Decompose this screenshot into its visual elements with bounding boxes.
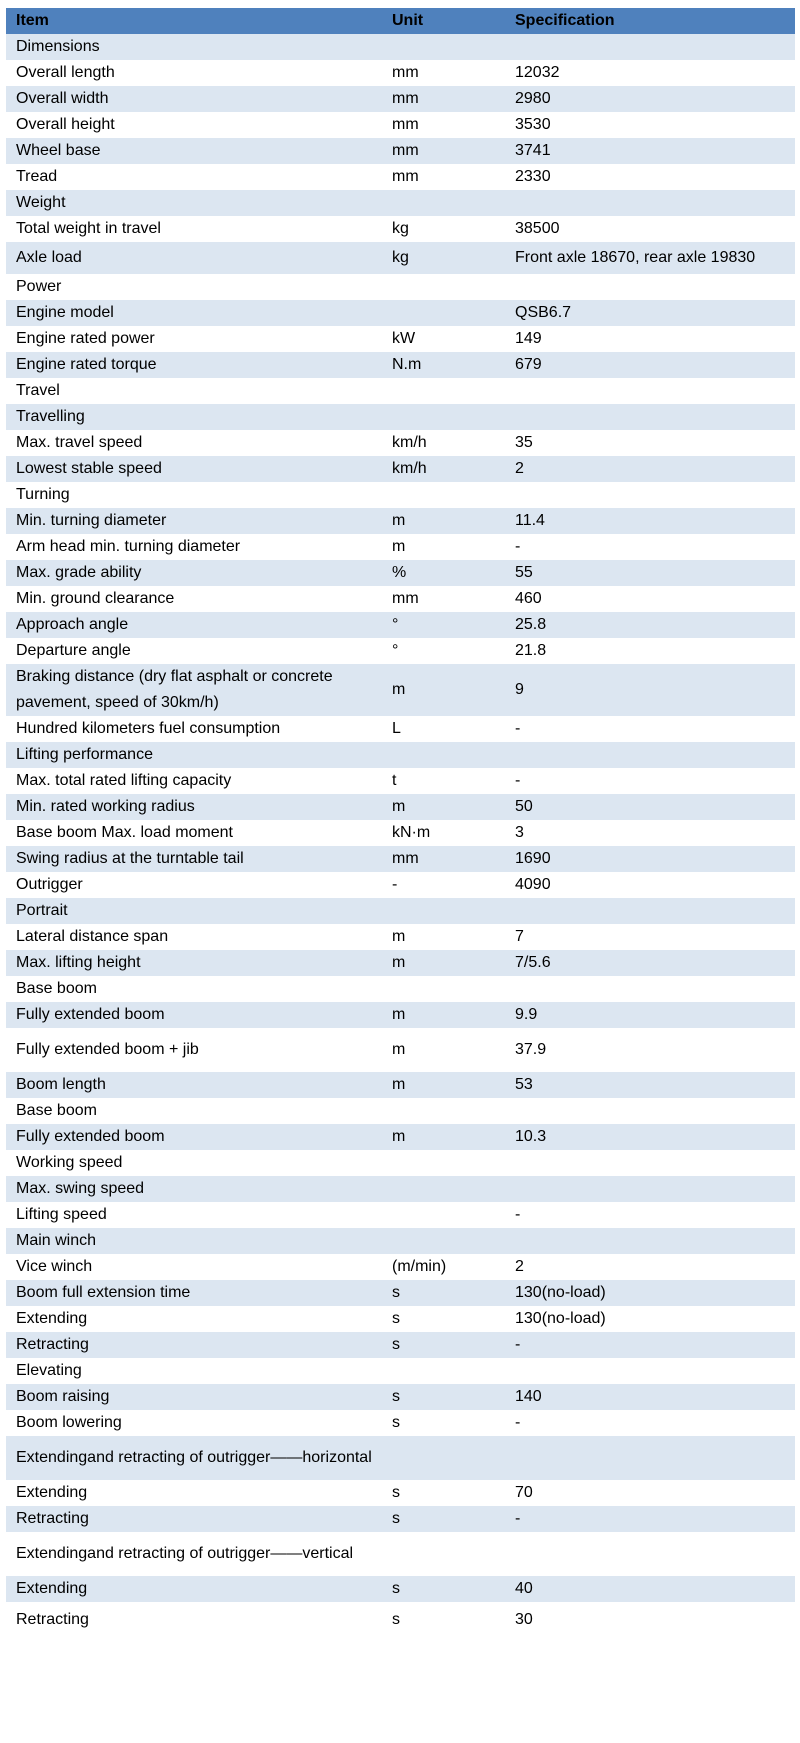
cell-unit: m — [382, 950, 505, 976]
cell-unit: ° — [382, 638, 505, 664]
cell-item: Travelling — [6, 404, 382, 430]
cell-spec — [505, 1436, 795, 1480]
cell-spec: - — [505, 1506, 795, 1532]
table-row — [6, 1436, 795, 1480]
cell-spec: 3 — [505, 820, 795, 846]
cell-item: Base boom — [6, 976, 382, 1002]
cell-spec: - — [505, 1332, 795, 1358]
cell-unit: m — [382, 534, 505, 560]
cell-spec: 30 — [505, 1602, 795, 1638]
cell-unit — [382, 1202, 505, 1228]
cell-unit — [382, 378, 505, 404]
table-row — [6, 138, 795, 164]
cell-spec: 2 — [505, 1254, 795, 1280]
cell-unit: kg — [382, 242, 505, 274]
table-row — [6, 86, 795, 112]
cell-item: Approach angle — [6, 612, 382, 638]
cell-spec: 11.4 — [505, 508, 795, 534]
table-row — [6, 1602, 795, 1638]
cell-unit: s — [382, 1306, 505, 1332]
table-row — [6, 1384, 795, 1410]
table-row — [6, 1410, 795, 1436]
cell-unit: s — [382, 1576, 505, 1602]
table-row — [6, 1176, 795, 1202]
table-row — [6, 1332, 795, 1358]
cell-item: Wheel base — [6, 138, 382, 164]
cell-item: Retracting — [6, 1602, 382, 1638]
cell-item: Extending — [6, 1576, 382, 1602]
cell-unit: kW — [382, 326, 505, 352]
cell-item: Engine model — [6, 300, 382, 326]
table-row — [6, 794, 795, 820]
cell-unit: - — [382, 872, 505, 898]
cell-spec: 55 — [505, 560, 795, 586]
cell-unit — [382, 742, 505, 768]
table-row — [6, 326, 795, 352]
cell-item: Braking distance (dry flat asphalt or concrete pavement, speed of 30km/h) — [6, 664, 382, 716]
cell-unit: t — [382, 768, 505, 794]
cell-unit: mm — [382, 586, 505, 612]
cell-item: Boom length — [6, 1072, 382, 1098]
table-row — [6, 1532, 795, 1576]
cell-spec: 149 — [505, 326, 795, 352]
cell-item: Retracting — [6, 1332, 382, 1358]
cell-item: Max. total rated lifting capacity — [6, 768, 382, 794]
cell-spec: 2330 — [505, 164, 795, 190]
cell-unit: L — [382, 716, 505, 742]
cell-spec: 1690 — [505, 846, 795, 872]
cell-unit: N.m — [382, 352, 505, 378]
cell-unit: m — [382, 924, 505, 950]
table-row — [6, 378, 795, 404]
cell-unit: mm — [382, 86, 505, 112]
cell-spec: 10.3 — [505, 1124, 795, 1150]
table-row — [6, 1576, 795, 1602]
cell-spec — [505, 378, 795, 404]
cell-item: Extending — [6, 1480, 382, 1506]
table-row — [6, 820, 795, 846]
cell-spec — [505, 190, 795, 216]
cell-unit — [382, 1532, 505, 1576]
cell-item: Retracting — [6, 1506, 382, 1532]
cell-item: Overall length — [6, 60, 382, 86]
cell-unit: km/h — [382, 430, 505, 456]
cell-item: Fully extended boom — [6, 1124, 382, 1150]
cell-item: Power — [6, 274, 382, 300]
cell-spec: 4090 — [505, 872, 795, 898]
cell-item: Lifting speed — [6, 1202, 382, 1228]
table-row — [6, 1506, 795, 1532]
cell-item: Base boom Max. load moment — [6, 820, 382, 846]
cell-item: Overall height — [6, 112, 382, 138]
cell-unit: m — [382, 508, 505, 534]
cell-unit: kg — [382, 216, 505, 242]
cell-item: Extendingand retracting of outrigger——horizontal — [6, 1436, 382, 1480]
cell-spec: 7/5.6 — [505, 950, 795, 976]
cell-spec — [505, 1358, 795, 1384]
cell-unit — [382, 1150, 505, 1176]
cell-spec: 140 — [505, 1384, 795, 1410]
cell-unit: (m/min) — [382, 1254, 505, 1280]
table-row — [6, 216, 795, 242]
cell-item: Tread — [6, 164, 382, 190]
cell-unit: mm — [382, 846, 505, 872]
table-row — [6, 1480, 795, 1506]
cell-spec: 53 — [505, 1072, 795, 1098]
cell-spec — [505, 274, 795, 300]
cell-unit: ° — [382, 612, 505, 638]
cell-unit — [382, 190, 505, 216]
cell-spec — [505, 404, 795, 430]
table-row — [6, 1124, 795, 1150]
cell-item: Min. ground clearance — [6, 586, 382, 612]
cell-spec: 38500 — [505, 216, 795, 242]
cell-item: Max. lifting height — [6, 950, 382, 976]
cell-spec — [505, 1098, 795, 1124]
cell-item: Dimensions — [6, 34, 382, 60]
table-row — [6, 482, 795, 508]
table-row — [6, 872, 795, 898]
cell-item: Engine rated power — [6, 326, 382, 352]
cell-spec: 25.8 — [505, 612, 795, 638]
table-row — [6, 638, 795, 664]
table-row — [6, 534, 795, 560]
cell-spec: 2 — [505, 456, 795, 482]
table-row — [6, 898, 795, 924]
cell-unit: m — [382, 1002, 505, 1028]
cell-item: Lifting performance — [6, 742, 382, 768]
table-row — [6, 716, 795, 742]
table-row — [6, 404, 795, 430]
cell-spec: 130(no-load) — [505, 1306, 795, 1332]
cell-spec: 21.8 — [505, 638, 795, 664]
cell-spec — [505, 1228, 795, 1254]
table-row — [6, 1202, 795, 1228]
cell-item: Boom full extension time — [6, 1280, 382, 1306]
cell-item: Lateral distance span — [6, 924, 382, 950]
table-row — [6, 1028, 795, 1072]
cell-item: Boom raising — [6, 1384, 382, 1410]
table-row — [6, 1228, 795, 1254]
table-header — [6, 8, 795, 34]
cell-unit: s — [382, 1384, 505, 1410]
cell-spec: 37.9 — [505, 1028, 795, 1072]
cell-item: Max. grade ability — [6, 560, 382, 586]
table-row — [6, 742, 795, 768]
cell-unit — [382, 34, 505, 60]
table-row — [6, 1254, 795, 1280]
cell-spec: 2980 — [505, 86, 795, 112]
cell-item: Fully extended boom + jib — [6, 1028, 382, 1072]
cell-unit: km/h — [382, 456, 505, 482]
cell-spec: - — [505, 1202, 795, 1228]
cell-item: Min. turning diameter — [6, 508, 382, 534]
table-row — [6, 60, 795, 86]
cell-unit: m — [382, 794, 505, 820]
cell-spec — [505, 898, 795, 924]
cell-spec: 40 — [505, 1576, 795, 1602]
cell-spec: 50 — [505, 794, 795, 820]
cell-spec — [505, 34, 795, 60]
cell-unit: mm — [382, 60, 505, 86]
table-row — [6, 1280, 795, 1306]
cell-item: Portrait — [6, 898, 382, 924]
cell-unit: kN·m — [382, 820, 505, 846]
cell-item: Extending — [6, 1306, 382, 1332]
cell-spec: 3530 — [505, 112, 795, 138]
table-row — [6, 560, 795, 586]
cell-spec — [505, 1150, 795, 1176]
cell-item: Departure angle — [6, 638, 382, 664]
header-specification: Specification — [505, 8, 795, 34]
cell-spec: - — [505, 1410, 795, 1436]
cell-spec: QSB6.7 — [505, 300, 795, 326]
cell-spec: 7 — [505, 924, 795, 950]
cell-unit: mm — [382, 112, 505, 138]
header-row — [6, 8, 795, 34]
cell-spec — [505, 742, 795, 768]
cell-spec: 35 — [505, 430, 795, 456]
cell-spec — [505, 1176, 795, 1202]
cell-unit — [382, 1228, 505, 1254]
cell-spec — [505, 976, 795, 1002]
table-row — [6, 586, 795, 612]
table-row — [6, 164, 795, 190]
table-row — [6, 664, 795, 716]
table-row — [6, 430, 795, 456]
cell-item: Min. rated working radius — [6, 794, 382, 820]
cell-spec: 130(no-load) — [505, 1280, 795, 1306]
table-row — [6, 768, 795, 794]
table-row — [6, 456, 795, 482]
table-row — [6, 1098, 795, 1124]
cell-item: Base boom — [6, 1098, 382, 1124]
table-row — [6, 190, 795, 216]
cell-item: Max. swing speed — [6, 1176, 382, 1202]
table-row — [6, 112, 795, 138]
table-row — [6, 976, 795, 1002]
cell-item: Vice winch — [6, 1254, 382, 1280]
cell-spec: 9.9 — [505, 1002, 795, 1028]
table-row — [6, 274, 795, 300]
cell-item: Hundred kilometers fuel consumption — [6, 716, 382, 742]
table-row — [6, 612, 795, 638]
table-row — [6, 1306, 795, 1332]
cell-spec: - — [505, 534, 795, 560]
cell-unit — [382, 898, 505, 924]
cell-item: Travel — [6, 378, 382, 404]
cell-spec: 460 — [505, 586, 795, 612]
header-unit: Unit — [382, 8, 505, 34]
cell-unit — [382, 1436, 505, 1480]
cell-unit — [382, 1176, 505, 1202]
cell-unit: s — [382, 1280, 505, 1306]
table-row — [6, 34, 795, 60]
cell-unit: m — [382, 1124, 505, 1150]
table-row — [6, 1358, 795, 1384]
cell-unit: s — [382, 1410, 505, 1436]
cell-item: Turning — [6, 482, 382, 508]
spec-sheet — [6, 8, 795, 1638]
cell-unit — [382, 274, 505, 300]
cell-item: Boom lowering — [6, 1410, 382, 1436]
cell-unit: % — [382, 560, 505, 586]
table-row — [6, 1002, 795, 1028]
cell-unit: m — [382, 1072, 505, 1098]
table-row — [6, 924, 795, 950]
cell-item: Elevating — [6, 1358, 382, 1384]
cell-unit: mm — [382, 138, 505, 164]
cell-spec: 9 — [505, 664, 795, 716]
cell-spec: 3741 — [505, 138, 795, 164]
table-row — [6, 352, 795, 378]
table-row — [6, 1072, 795, 1098]
cell-unit — [382, 1098, 505, 1124]
cell-unit — [382, 300, 505, 326]
cell-unit — [382, 1358, 505, 1384]
cell-unit: s — [382, 1332, 505, 1358]
cell-item: Axle load — [6, 242, 382, 274]
cell-spec: 679 — [505, 352, 795, 378]
cell-item: Main winch — [6, 1228, 382, 1254]
cell-spec: 70 — [505, 1480, 795, 1506]
cell-item: Engine rated torque — [6, 352, 382, 378]
cell-item: Lowest stable speed — [6, 456, 382, 482]
cell-item: Arm head min. turning diameter — [6, 534, 382, 560]
cell-spec — [505, 482, 795, 508]
table-row — [6, 846, 795, 872]
cell-unit — [382, 404, 505, 430]
cell-spec: Front axle 18670, rear axle 19830 — [505, 242, 795, 274]
table-row — [6, 300, 795, 326]
table-row — [6, 508, 795, 534]
cell-unit — [382, 482, 505, 508]
table-body — [6, 34, 795, 1638]
cell-item: Extendingand retracting of outrigger——vertical — [6, 1532, 382, 1576]
cell-item: Weight — [6, 190, 382, 216]
cell-item: Outrigger — [6, 872, 382, 898]
cell-spec — [505, 1532, 795, 1576]
cell-item: Max. travel speed — [6, 430, 382, 456]
cell-item: Swing radius at the turntable tail — [6, 846, 382, 872]
cell-item: Total weight in travel — [6, 216, 382, 242]
table-row — [6, 242, 795, 274]
cell-item: Fully extended boom — [6, 1002, 382, 1028]
table-row — [6, 950, 795, 976]
cell-item: Overall width — [6, 86, 382, 112]
cell-unit: s — [382, 1506, 505, 1532]
cell-spec: 12032 — [505, 60, 795, 86]
header-item: Item — [6, 8, 382, 34]
cell-unit: s — [382, 1602, 505, 1638]
specification-table — [6, 8, 795, 1638]
cell-unit: s — [382, 1480, 505, 1506]
cell-unit: m — [382, 1028, 505, 1072]
table-row — [6, 1150, 795, 1176]
cell-unit: mm — [382, 164, 505, 190]
cell-spec: - — [505, 768, 795, 794]
cell-unit — [382, 976, 505, 1002]
cell-unit: m — [382, 664, 505, 716]
cell-spec: - — [505, 716, 795, 742]
cell-item: Working speed — [6, 1150, 382, 1176]
